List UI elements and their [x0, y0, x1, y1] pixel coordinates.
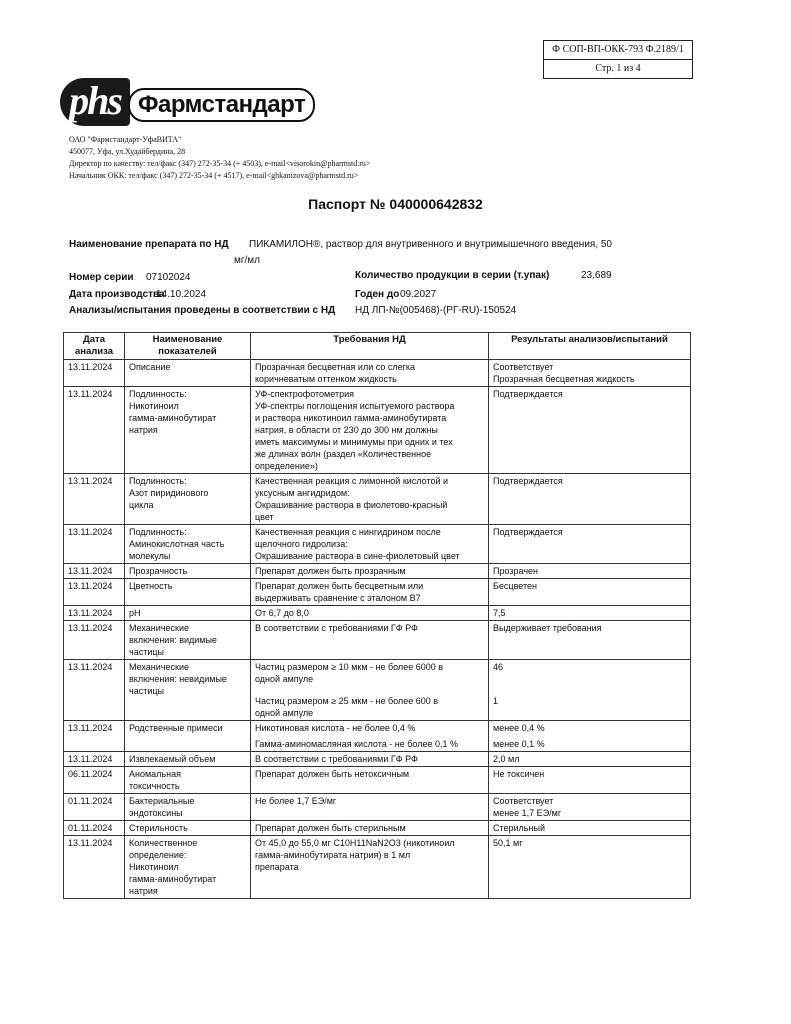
header-date: Дата анализа: [64, 333, 125, 360]
company-name: ОАО "Фармстандарт-УфаВИТА": [69, 135, 182, 144]
table-header-row: [64, 333, 691, 360]
name-line: Механические: [129, 623, 189, 633]
page-title: Паспорт № 040000642832: [308, 196, 483, 212]
table-row: [64, 525, 691, 564]
row-result: Подтверждается: [489, 474, 691, 525]
row-result: [489, 721, 691, 752]
res-line: 46: [493, 662, 504, 672]
name-line: цикла: [129, 500, 154, 510]
row-indicator: [125, 474, 251, 525]
name-line: Механические: [129, 662, 189, 672]
name-line: Количественное: [129, 838, 198, 848]
row-requirements: [251, 360, 489, 387]
production-date-value: 14.10.2024: [156, 289, 207, 300]
analyses-label: Анализы/испытания проведены в соответствии с НД: [69, 305, 336, 316]
name-line: частицы: [129, 686, 164, 696]
req-line: Частиц размером ≥ 10 мкм - не более 6000 в: [255, 662, 444, 672]
req-line: От 45,0 до 55,0 мг C10H11NaN2O3 (никотиноил: [255, 838, 455, 848]
row-date: 13.11.2024: [64, 721, 125, 752]
row-indicator: [125, 767, 251, 794]
company-address: 450077, Уфа, ул.Худайбердина, 28: [69, 147, 186, 156]
name-line: Подлинность:: [129, 527, 187, 537]
res-line: Прозрачная бесцветная жидкость: [493, 374, 635, 384]
company-logo-name: Фармстандарт: [128, 88, 315, 122]
req-line: Никотиновая кислота - не более 0,4 %: [255, 723, 416, 733]
header-requirements: Требования НД: [251, 333, 489, 360]
row-result: Бесцветен: [489, 579, 691, 606]
row-date: 13.11.2024: [64, 387, 125, 474]
spacer: [493, 685, 686, 695]
row-date: 13.11.2024: [64, 621, 125, 660]
name-line: включения: невидимые: [129, 674, 227, 684]
header-indicator: Наименование показателей: [125, 333, 251, 360]
req-line: УФ-спектры поглощения испытуемого раствора: [255, 401, 455, 411]
page-number: Стр. 1 из 4: [595, 63, 641, 74]
name-line: включения: видимые: [129, 635, 217, 645]
row-requirements: [251, 474, 489, 525]
qc-head-contact: Начальник ОКК: тел/факс (347) 272-35-34 (+ 4517), e-mail<ghkanizova@pharmstd.ru>: [69, 171, 359, 180]
row-result: Подтверждается: [489, 525, 691, 564]
row-date: 01.11.2024: [64, 821, 125, 836]
row-indicator: [125, 387, 251, 474]
name-line: Подлинность:: [129, 389, 187, 399]
row-indicator: [125, 660, 251, 721]
name-line: токсичность: [129, 781, 180, 791]
req-line: Окрашивание раствора в фиолетово-красный: [255, 500, 448, 510]
req-line: препарата: [255, 862, 299, 872]
table-row: [64, 794, 691, 821]
req-line: определение»): [255, 461, 318, 471]
row-indicator: [125, 525, 251, 564]
row-indicator: [125, 836, 251, 899]
row-date: 13.11.2024: [64, 579, 125, 606]
form-code-box: [543, 40, 693, 79]
nd-reference: НД ЛП-№(005468)-(РГ-RU)-150524: [355, 305, 517, 316]
name-line: Бактериальные: [129, 796, 195, 806]
table-row: [64, 474, 691, 525]
row-date: 13.11.2024: [64, 360, 125, 387]
row-date: 01.11.2024: [64, 794, 125, 821]
table-row: [64, 387, 691, 474]
req-line: уксусным ангидридом:: [255, 488, 350, 498]
table-row: [64, 579, 691, 606]
row-result: [489, 660, 691, 721]
row-requirements: Препарат должен быть прозрачным: [251, 564, 489, 579]
req-line: коричневатым оттенком жидкость: [255, 374, 397, 384]
name-line: молекулы: [129, 551, 171, 561]
row-date: 06.11.2024: [64, 767, 125, 794]
row-result: 7,5: [489, 606, 691, 621]
row-result: Стерильный: [489, 821, 691, 836]
drug-name-label: Наименование препарата по НД: [69, 239, 229, 250]
name-line: гамма-аминобутират: [129, 413, 217, 423]
row-requirements: [251, 836, 489, 899]
req-line: и раствора никотиноил гамма-аминобутирата: [255, 413, 447, 423]
req-line: иметь максимумы и минимумы при одних и тех: [255, 437, 453, 447]
table-row: [64, 721, 691, 752]
row-date: 13.11.2024: [64, 660, 125, 721]
row-requirements: [251, 387, 489, 474]
row-requirements: Не более 1,7 ЕЭ/мг: [251, 794, 489, 821]
row-result: Прозрачен: [489, 564, 691, 579]
spacer: [493, 673, 686, 685]
req-line: Окрашивание раствора в сине-фиолетовый цвет: [255, 551, 460, 561]
row-date: 13.11.2024: [64, 474, 125, 525]
req-line: же длинах волн (раздел «Количественное: [255, 449, 432, 459]
name-line: Аномальная: [129, 769, 181, 779]
row-result: Выдерживает требования: [489, 621, 691, 660]
row-indicator: [125, 621, 251, 660]
row-indicator: [125, 794, 251, 821]
req-line: натрия, в области от 230 до 300 нм должны: [255, 425, 438, 435]
row-requirements: В соответствии с требованиями ГФ РФ: [251, 752, 489, 767]
row-date: 13.11.2024: [64, 752, 125, 767]
row-result: 50,1 мг: [489, 836, 691, 899]
table-row: [64, 767, 691, 794]
name-line: определение:: [129, 850, 187, 860]
series-value: 07102024: [146, 272, 191, 283]
row-indicator: Извлекаемый объем: [125, 752, 251, 767]
drug-name-value-cont: мг/мл: [234, 255, 261, 266]
req-line: УФ-спектрофотометрия: [255, 389, 354, 399]
row-result: [489, 360, 691, 387]
series-label: Номер серии: [69, 272, 134, 283]
name-line: гамма-аминобутират: [129, 874, 217, 884]
form-code: Ф СОП-ВП-ОКК-793 Ф.2189/1: [544, 41, 692, 60]
name-line: Аминокислотная часть: [129, 539, 225, 549]
req-line: выдерживать сравнение с эталоном В7: [255, 593, 421, 603]
res-line: менее 0,4 %: [493, 723, 545, 733]
row-requirements: Препарат должен быть нетоксичным: [251, 767, 489, 794]
table-row: [64, 564, 691, 579]
req-line: одной ампуле: [255, 708, 314, 718]
table-row: [64, 821, 691, 836]
res-line: менее 0,1 %: [493, 739, 545, 749]
req-line: одной ампуле: [255, 674, 314, 684]
production-date-label: Дата производства: [69, 289, 165, 300]
drug-name-value: ПИКАМИЛОН®, раствор для внутривенного и внутримышечного введения, 50: [249, 239, 612, 250]
row-result: 2,0 мл: [489, 752, 691, 767]
req-line: Гамма-аминомасляная кислота - не более 0,1 %: [255, 739, 458, 749]
req-line: цвет: [255, 512, 274, 522]
row-indicator: Стерильность: [125, 821, 251, 836]
req-line: щелочного гидролиза:: [255, 539, 348, 549]
row-date: 13.11.2024: [64, 606, 125, 621]
name-line: натрия: [129, 886, 158, 896]
row-date: 13.11.2024: [64, 564, 125, 579]
table-row: [64, 606, 691, 621]
row-result: Не токсичен: [489, 767, 691, 794]
name-line: эндотоксины: [129, 808, 183, 818]
expiry-value: 09.2027: [400, 289, 437, 300]
row-requirements: [251, 721, 489, 752]
row-requirements: [251, 525, 489, 564]
table-row: [64, 752, 691, 767]
req-line: Препарат должен быть бесцветным или: [255, 581, 424, 591]
row-result: Подтверждается: [489, 387, 691, 474]
name-line: частицы: [129, 647, 164, 657]
res-line: Соответствует: [493, 796, 554, 806]
row-result: [489, 794, 691, 821]
quality-director-contact: Директор по качеству: тел/факс (347) 272-35-34 (+ 4503), e-mail<visorokin@pharmstd.ru>: [69, 159, 371, 168]
req-line: гамма-аминобутирата натрия) в 1 мл: [255, 850, 411, 860]
expiry-label: Годен до: [355, 289, 400, 300]
row-date: 13.11.2024: [64, 836, 125, 899]
row-date: 13.11.2024: [64, 525, 125, 564]
row-indicator: Прозрачность: [125, 564, 251, 579]
row-requirements: [251, 660, 489, 721]
name-line: Азот пиридинового: [129, 488, 209, 498]
spacer: [255, 685, 484, 695]
row-requirements: От 6,7 до 8,0: [251, 606, 489, 621]
quantity-value: 23,689: [581, 270, 612, 281]
res-line: Соответствует: [493, 362, 554, 372]
res-line: 1: [493, 696, 499, 706]
name-line: Подлинность:: [129, 476, 187, 486]
res-line: менее 1,7 ЕЭ/мг: [493, 808, 562, 818]
req-line: Качественная реакция с нингидрином после: [255, 527, 441, 537]
table-row: [64, 660, 691, 721]
row-indicator: Родственные примеси: [125, 721, 251, 752]
name-line: Никотиноил: [129, 862, 179, 872]
header-results: Результаты анализов/испытаний: [489, 333, 691, 360]
req-line: Качественная реакция с лимонной кислотой и: [255, 476, 449, 486]
req-line: Частиц размером ≥ 25 мкм - не более 600 в: [255, 696, 438, 706]
req-line: Прозрачная бесцветная или со слегка: [255, 362, 416, 372]
row-requirements: В соответствии с требованиями ГФ РФ: [251, 621, 489, 660]
name-line: натрия: [129, 425, 158, 435]
company-logo-mark: phs: [60, 78, 130, 126]
name-line: Никотиноил: [129, 401, 179, 411]
row-indicator: pH: [125, 606, 251, 621]
row-indicator: Описание: [125, 360, 251, 387]
quantity-label: Количество продукции в серии (т.упак): [355, 270, 550, 281]
table-row: [64, 836, 691, 899]
row-requirements: Препарат должен быть стерильным: [251, 821, 489, 836]
table-row: [64, 360, 691, 387]
row-indicator: Цветность: [125, 579, 251, 606]
table-row: [64, 621, 691, 660]
row-requirements: [251, 579, 489, 606]
analysis-table: [63, 332, 691, 899]
